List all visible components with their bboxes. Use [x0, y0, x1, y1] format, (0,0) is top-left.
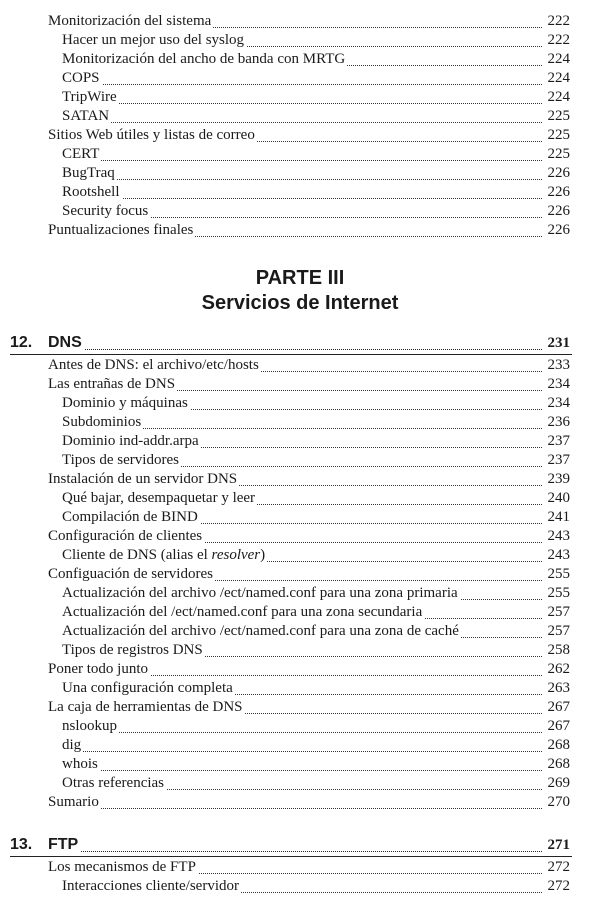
leader-dots	[62, 732, 542, 752]
entry-page: 224	[547, 70, 570, 86]
entry-title: Instalación de un servidor DNS	[48, 471, 238, 487]
toc-entry	[0, 877, 600, 896]
entry-page: 258	[547, 642, 570, 658]
entry-title: Tipos de registros DNS	[62, 642, 203, 658]
leader-dots	[62, 160, 542, 180]
entry-title: Actualización del archivo /ect/named.conf para una zona primaria	[62, 585, 458, 601]
chapter-title: FTP	[48, 834, 80, 856]
entry-page: 262	[547, 661, 570, 677]
entry-page: 237	[547, 433, 570, 449]
toc-entry	[0, 793, 600, 812]
entry-page: 222	[547, 13, 570, 29]
toc-entry	[0, 221, 600, 240]
entry-title: Los mecanismos de FTP	[48, 859, 196, 875]
entry-title: Las entrañas de DNS	[48, 376, 176, 392]
entry-title: nslookup	[62, 718, 118, 734]
entry-title: Tipos de servidores	[62, 452, 179, 468]
leader-dots	[62, 103, 542, 123]
chapter-title: DNS	[48, 332, 84, 354]
entry-title: Dominio ind-addr.arpa	[62, 433, 199, 449]
entry-title: whois	[62, 756, 98, 772]
entry-title: Rootshell	[62, 184, 120, 200]
leader-dots	[48, 829, 542, 852]
entry-title: Security focus	[62, 203, 149, 219]
entry-page: 226	[547, 222, 570, 238]
entry-page: 226	[547, 165, 570, 181]
entry-page: 240	[547, 490, 570, 506]
entry-page: 257	[547, 623, 570, 639]
entry-title: Compilación de BIND	[62, 509, 198, 525]
entry-title: Configuación de servidores	[48, 566, 213, 582]
entry-title: Sitios Web útiles y listas de correo	[48, 127, 255, 143]
entry-title: SATAN	[62, 108, 110, 124]
leader-dots	[62, 713, 542, 733]
entry-page: 270	[547, 794, 570, 810]
entry-title: Actualización del /ect/named.conf para una zona secundaria	[62, 604, 423, 620]
entry-title: Otras referencias	[62, 775, 165, 791]
entry-title-italic: resolver	[211, 547, 261, 563]
entry-title: Dominio y máquinas	[62, 395, 188, 411]
entry-page: 225	[547, 108, 570, 124]
entry-page: 234	[547, 376, 570, 392]
entry-page: 225	[547, 146, 570, 162]
entry-page: 226	[547, 203, 570, 219]
entry-page: 263	[547, 680, 570, 696]
entry-title: Actualización del archivo /ect/named.conf para una zona de caché	[62, 623, 459, 639]
entry-page: 237	[547, 452, 570, 468]
entry-title: Poner todo junto	[48, 661, 148, 677]
entry-page: 272	[547, 878, 570, 894]
leader-dots	[62, 141, 542, 161]
entry-page: 224	[547, 89, 570, 105]
entry-title: Interacciones cliente/servidor	[62, 878, 239, 894]
entry-title: BugTraq	[62, 165, 115, 181]
entry-page: 234	[547, 395, 570, 411]
chapter-number: 12.	[10, 334, 33, 351]
entry-page: 225	[547, 127, 570, 143]
entry-title: Una configuración completa	[62, 680, 233, 696]
entry-page: 272	[547, 859, 570, 875]
entry-page: 243	[547, 528, 570, 544]
entry-page: 269	[547, 775, 570, 791]
entry-title: Monitorización del sistema	[48, 13, 212, 29]
leader-dots	[48, 327, 542, 350]
entry-title: La caja de herramientas de DNS	[48, 699, 243, 715]
leader-dots	[62, 751, 542, 771]
leader-dots	[62, 65, 542, 85]
chapter-number: 13.	[10, 836, 33, 853]
entry-page: 255	[547, 585, 570, 601]
entry-title: Qué bajar, desempaquetar y leer	[62, 490, 256, 506]
entry-title: Hacer un mejor uso del syslog	[62, 32, 245, 48]
entry-page: 255	[547, 566, 570, 582]
entry-title: Subdominios	[62, 414, 142, 430]
entry-title: COPS	[62, 70, 100, 86]
entry-title: Puntualizaciones finales	[48, 222, 194, 238]
entry-title: CERT	[62, 146, 100, 162]
entry-page: 257	[547, 604, 570, 620]
entry-title: Antes de DNS: el archivo/etc/hosts	[48, 357, 259, 373]
entry-page: 241	[547, 509, 570, 525]
entry-title: dig	[62, 737, 82, 753]
entry-title: Monitorización del ancho de banda con MRTG	[62, 51, 346, 67]
leader-dots	[48, 789, 542, 809]
part-label: PARTE III	[255, 267, 345, 289]
entry-page: 224	[547, 51, 570, 67]
chapter-heading-dns	[0, 332, 600, 354]
chapter-page: 231	[547, 335, 570, 351]
entry-title-text: Cliente de DNS (alias el	[62, 547, 212, 563]
entry-page: 267	[547, 718, 570, 734]
chapter-page: 271	[547, 837, 570, 853]
entry-page: 236	[547, 414, 570, 430]
entry-page: 268	[547, 737, 570, 753]
entry-page: 268	[547, 756, 570, 772]
entry-title: Configuración de clientes	[48, 528, 203, 544]
entry-page: 233	[547, 357, 570, 373]
part-title: Servicios de Internet	[201, 292, 399, 314]
entry-title: Sumario	[48, 794, 99, 810]
entry-page: 267	[547, 699, 570, 715]
entry-page: 226	[547, 184, 570, 200]
entry-page: 239	[547, 471, 570, 487]
leader-dots	[62, 84, 542, 104]
entry-page: 222	[547, 32, 570, 48]
chapter-heading-ftp	[0, 834, 600, 856]
entry-page: 243	[547, 547, 570, 563]
entry-title-tail: )	[260, 547, 266, 563]
leader-dots	[62, 179, 542, 199]
entry-title: TripWire	[62, 89, 117, 105]
